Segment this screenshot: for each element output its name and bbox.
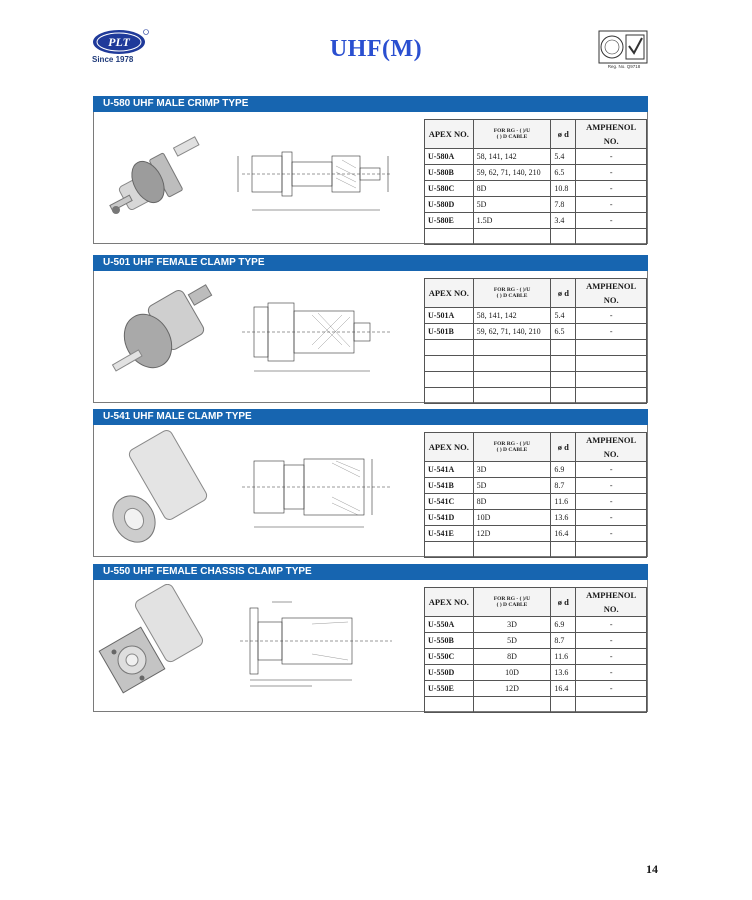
col-header-cable: FOR RG - ( )/U ( ) D CABLE: [473, 433, 551, 462]
registration-number: Reg. No. Q9718: [607, 64, 641, 69]
apex-cell: U-580C: [425, 181, 474, 197]
diameter-cell: 11.6: [551, 649, 576, 665]
table-row-empty: [425, 388, 647, 404]
svg-text:PLT: PLT: [108, 35, 130, 49]
col-header-cable: FOR RG - ( )/U ( ) D CABLE: [473, 279, 551, 308]
apex-cell: U-501B: [425, 324, 474, 340]
diameter-cell: 6.5: [551, 324, 576, 340]
technical-drawing: [232, 594, 412, 694]
section-u580: [93, 96, 648, 244]
table-row: [425, 510, 647, 526]
diameter-cell: 6.9: [551, 617, 576, 633]
connector-photo: [98, 429, 220, 549]
table-row-empty: [425, 697, 647, 713]
col-header-cable: FOR RG - ( )/U ( ) D CABLE: [473, 120, 551, 149]
table-row: [425, 478, 647, 494]
table-row-empty: [425, 372, 647, 388]
connector-photo: [98, 116, 220, 236]
amphenol-cell: -: [576, 617, 647, 633]
table-row: [425, 165, 647, 181]
cable-cell: 59, 62, 71, 140, 210: [473, 165, 551, 181]
amphenol-cell: -: [576, 165, 647, 181]
amphenol-cell: -: [576, 478, 647, 494]
section-u541: [93, 409, 648, 557]
section-title: U-501 UHF FEMALE CLAMP TYPE: [93, 255, 648, 271]
connector-photo: [98, 584, 220, 704]
table-row: [425, 633, 647, 649]
apex-cell: U-501A: [425, 308, 474, 324]
col-header-apex: APEX NO.: [425, 588, 474, 617]
cable-cell: 10D: [473, 510, 551, 526]
apex-cell: U-541C: [425, 494, 474, 510]
page-title: UHF(M): [329, 36, 423, 62]
cable-cell: 10D: [473, 665, 551, 681]
since-label: Since 1978: [92, 55, 134, 64]
diameter-cell: 13.6: [551, 510, 576, 526]
table-row: [425, 462, 647, 478]
apex-cell: U-541B: [425, 478, 474, 494]
col-header-amphenol: AMPHENOL NO.: [576, 120, 647, 149]
amphenol-cell: -: [576, 308, 647, 324]
table-row: [425, 526, 647, 542]
table-row: [425, 494, 647, 510]
apex-cell: U-550C: [425, 649, 474, 665]
table-row-empty: [425, 340, 647, 356]
apex-cell: U-541E: [425, 526, 474, 542]
cable-cell: 12D: [473, 681, 551, 697]
table-row: [425, 681, 647, 697]
apex-cell: U-541D: [425, 510, 474, 526]
amphenol-cell: -: [576, 213, 647, 229]
apex-cell: U-550A: [425, 617, 474, 633]
table-row: [425, 665, 647, 681]
section-title: U-541 UHF MALE CLAMP TYPE: [93, 409, 648, 425]
diameter-cell: 8.7: [551, 633, 576, 649]
apex-cell: U-580E: [425, 213, 474, 229]
cable-cell: 58, 141, 142: [473, 308, 551, 324]
amphenol-cell: -: [576, 649, 647, 665]
col-header-diameter: ø d: [551, 279, 576, 308]
amphenol-cell: -: [576, 681, 647, 697]
amphenol-cell: -: [576, 494, 647, 510]
diameter-cell: 7.8: [551, 197, 576, 213]
cable-cell: 5D: [473, 633, 551, 649]
technical-drawing: [232, 285, 412, 385]
cable-cell: 8D: [473, 649, 551, 665]
table-row: [425, 617, 647, 633]
certification-badge-icon: [598, 30, 648, 64]
section-u550: [93, 564, 648, 712]
col-header-amphenol: AMPHENOL NO.: [576, 279, 647, 308]
cable-cell: 8D: [473, 494, 551, 510]
diameter-cell: 6.9: [551, 462, 576, 478]
table-row: [425, 649, 647, 665]
diameter-cell: 6.5: [551, 165, 576, 181]
diameter-cell: 16.4: [551, 681, 576, 697]
col-header-diameter: ø d: [551, 120, 576, 149]
amphenol-cell: -: [576, 149, 647, 165]
section-title: U-550 UHF FEMALE CHASSIS CLAMP TYPE: [93, 564, 648, 580]
col-header-apex: APEX NO.: [425, 433, 474, 462]
apex-cell: U-550D: [425, 665, 474, 681]
diameter-cell: 3.4: [551, 213, 576, 229]
apex-cell: U-580B: [425, 165, 474, 181]
technical-drawing: [232, 439, 412, 539]
table-row: [425, 213, 647, 229]
spec-table: [424, 432, 647, 558]
cable-cell: 8D: [473, 181, 551, 197]
cable-cell: 5D: [473, 197, 551, 213]
table-row: [425, 197, 647, 213]
diameter-cell: 5.4: [551, 308, 576, 324]
cable-cell: 1.5D: [473, 213, 551, 229]
col-header-diameter: ø d: [551, 433, 576, 462]
table-row: [425, 181, 647, 197]
amphenol-cell: -: [576, 181, 647, 197]
amphenol-cell: -: [576, 197, 647, 213]
amphenol-cell: -: [576, 462, 647, 478]
section-title: U-580 UHF MALE CRIMP TYPE: [93, 96, 648, 112]
col-header-diameter: ø d: [551, 588, 576, 617]
col-header-amphenol: AMPHENOL NO.: [576, 433, 647, 462]
amphenol-cell: -: [576, 324, 647, 340]
amphenol-cell: -: [576, 526, 647, 542]
cable-cell: 3D: [473, 617, 551, 633]
table-row-empty: [425, 542, 647, 558]
connector-photo: [98, 275, 220, 395]
technical-drawing: [232, 126, 412, 226]
cable-cell: 5D: [473, 478, 551, 494]
amphenol-cell: -: [576, 633, 647, 649]
table-row: [425, 324, 647, 340]
apex-cell: U-580D: [425, 197, 474, 213]
section-u501: [93, 255, 648, 403]
spec-table: [424, 278, 647, 404]
cable-cell: 3D: [473, 462, 551, 478]
table-row-empty: [425, 356, 647, 372]
col-header-cable: FOR RG - ( )/U ( ) D CABLE: [473, 588, 551, 617]
cable-cell: 59, 62, 71, 140, 210: [473, 324, 551, 340]
col-header-amphenol: AMPHENOL NO.: [576, 588, 647, 617]
amphenol-cell: -: [576, 665, 647, 681]
diameter-cell: 10.8: [551, 181, 576, 197]
apex-cell: U-550B: [425, 633, 474, 649]
diameter-cell: 13.6: [551, 665, 576, 681]
apex-cell: U-541A: [425, 462, 474, 478]
apex-cell: U-550E: [425, 681, 474, 697]
cable-cell: 12D: [473, 526, 551, 542]
spec-table: [424, 587, 647, 713]
diameter-cell: 11.6: [551, 494, 576, 510]
cable-cell: 58, 141, 142: [473, 149, 551, 165]
table-row: [425, 149, 647, 165]
diameter-cell: 16.4: [551, 526, 576, 542]
col-header-apex: APEX NO.: [425, 120, 474, 149]
apex-cell: U-580A: [425, 149, 474, 165]
table-row: [425, 308, 647, 324]
diameter-cell: 8.7: [551, 478, 576, 494]
col-header-apex: APEX NO.: [425, 279, 474, 308]
table-row-empty: [425, 229, 647, 245]
diameter-cell: 5.4: [551, 149, 576, 165]
spec-table: [424, 119, 647, 245]
page-number: 14: [646, 862, 658, 876]
amphenol-cell: -: [576, 510, 647, 526]
